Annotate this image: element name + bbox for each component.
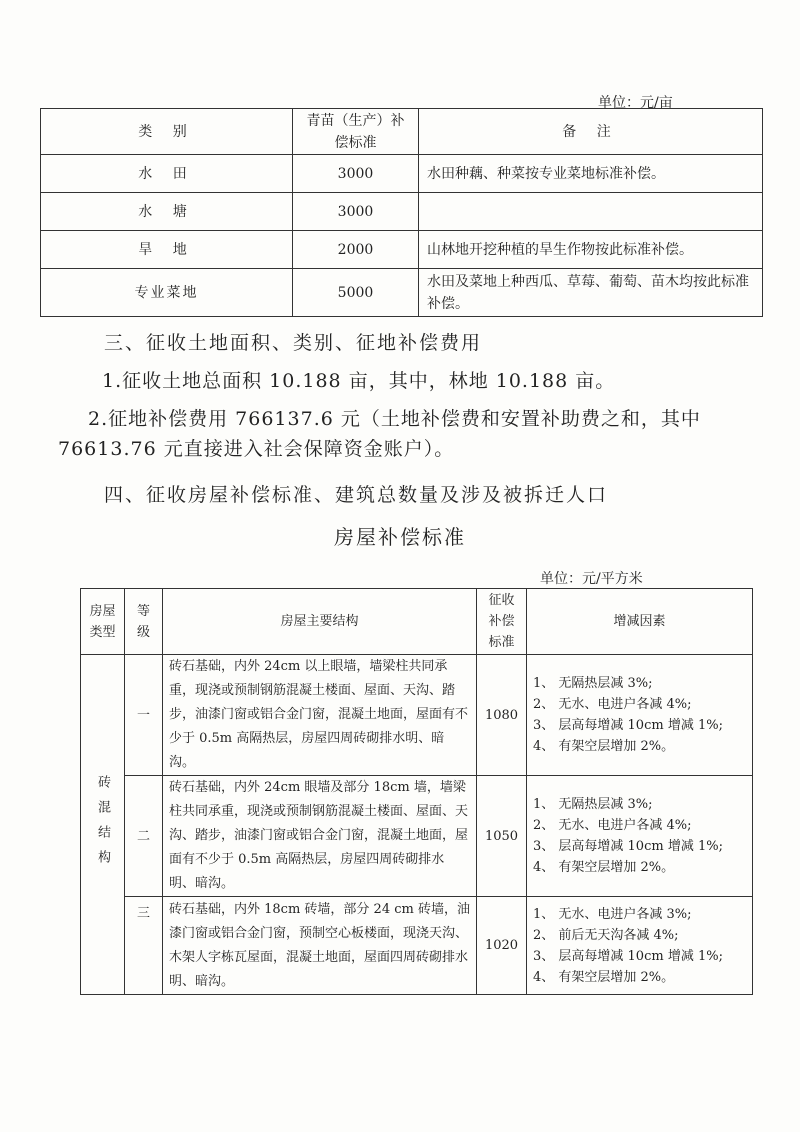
row-standard: 3000 <box>293 193 419 231</box>
factor-item: 4、 有架空层增加 2%。 <box>533 860 675 875</box>
table-row <box>81 776 753 897</box>
table-header-row <box>41 109 763 155</box>
row-standard: 1080 <box>477 655 527 776</box>
factor-item: 4、 有架空层增加 2%。 <box>533 969 675 985</box>
table-row <box>41 155 763 193</box>
row-standard: 2000 <box>293 231 419 269</box>
header-grade: 等级 <box>125 589 163 655</box>
table2-unit: 单位：元/平方米 <box>540 571 643 587</box>
factor-item: 4、 有架空层增加 2%。 <box>533 739 675 754</box>
factor-item: 2、 无水、电进户各减 4%; <box>533 697 692 712</box>
table-row <box>81 897 753 995</box>
factor-item: 2、 前后无天沟各减 4%; <box>533 927 679 943</box>
section3-para2: 2.征地补偿费用 766137.6 元（土地补偿费和安置补助费之和，其中 76613.76 元直接进入社会保障资金账户）。 <box>58 408 701 460</box>
section3-para1: 1.征收土地总面积 10.188 亩，其中，林地 10.188 亩。 <box>102 370 616 392</box>
house-type-cell <box>81 655 125 995</box>
factor-item: 3、 层高每增减 10cm 增减 1%; <box>533 839 723 854</box>
row-factors <box>527 776 753 897</box>
section3-heading: 三、征收土地面积、类别、征地补偿费用 <box>104 332 483 354</box>
factor-item: 1、 无隔热层减 3%; <box>533 797 653 812</box>
section4-heading: 四、征收房屋补偿标准、建筑总数量及涉及被拆迁人口 <box>104 484 609 506</box>
header-category: 类 别 <box>41 109 293 155</box>
header-structure: 房屋主要结构 <box>163 589 477 655</box>
row-category: 水 塘 <box>41 193 293 231</box>
row-standard: 1050 <box>477 776 527 897</box>
row-note <box>419 193 763 231</box>
row-note: 水田种藕、种菜按专业菜地标准补偿。 <box>419 155 763 193</box>
house-compensation-table <box>80 588 753 995</box>
header-standard: 征收补偿标准 <box>477 589 527 655</box>
row-structure: 砖石基础，内外 24cm 眼墙及部分 18cm 墙，墙梁柱共同承重，现浇或预制钢筋混凝土楼面、屋面、天沟、踏步，油漆门窗或铝合金门窗，混凝土地面，屋面有不少于 0.5m 高隔热层，房屋四周砖砌排水明、暗沟。 <box>163 776 477 897</box>
row-structure: 砖石基础，内外 24cm 以上眼墙，墙梁柱共同承重，现浇或预制钢筋混凝土楼面、屋面、天沟、踏步，油漆门窗或铝合金门窗，混凝土地面，屋面有不少于 0.5m 高隔热层，房屋四周砖砌排水明、暗沟。 <box>163 655 477 776</box>
green-crop-compensation-table <box>40 108 763 317</box>
table1-unit: 单位：元/亩 <box>598 95 673 111</box>
factor-item: 2、 无水、电进户各减 4%; <box>533 818 692 833</box>
row-structure: 砖石基础，内外 18cm 砖墙，部分 24 cm 砖墙，油漆门窗或铝合金门窗，预制空心板楼面，现浇天沟、木架人字栋瓦屋面，混凝土地面，屋面四周砖砌排水明、暗沟。 <box>163 897 477 995</box>
table-row <box>41 269 763 317</box>
header-factors: 增减因素 <box>527 589 753 655</box>
header-standard: 青苗（生产）补偿标准 <box>293 109 419 155</box>
header-note: 备 注 <box>419 109 763 155</box>
row-standard: 5000 <box>293 269 419 317</box>
row-note: 山林地开挖种植的旱生作物按此标准补偿。 <box>419 231 763 269</box>
row-factors <box>527 897 753 995</box>
row-standard: 3000 <box>293 155 419 193</box>
table-header-row <box>81 589 753 655</box>
factor-item: 3、 层高每增减 10cm 增减 1%; <box>533 948 723 964</box>
row-grade: 三 <box>125 897 163 995</box>
row-category: 专业菜地 <box>41 269 293 317</box>
factor-item: 3、 层高每增减 10cm 增减 1%; <box>533 718 723 733</box>
row-grade: 一 <box>125 655 163 776</box>
table-row <box>81 655 753 776</box>
section4-subtitle: 房屋补偿标准 <box>334 525 466 549</box>
row-factors <box>527 655 753 776</box>
row-grade: 二 <box>125 776 163 897</box>
row-standard: 1020 <box>477 897 527 995</box>
factor-item: 1、 无水、电进户各减 3%; <box>533 906 692 922</box>
row-category: 旱 地 <box>41 231 293 269</box>
table-row <box>41 231 763 269</box>
row-note: 水田及菜地上种西瓜、草莓、葡萄、苗木均按此标准补偿。 <box>419 269 763 317</box>
row-category: 水 田 <box>41 155 293 193</box>
house-type-label: 砖混结构 <box>95 774 110 875</box>
header-house-type: 房屋类型 <box>81 589 125 655</box>
factor-item: 1、 无隔热层减 3%; <box>533 676 653 691</box>
table-row <box>41 193 763 231</box>
